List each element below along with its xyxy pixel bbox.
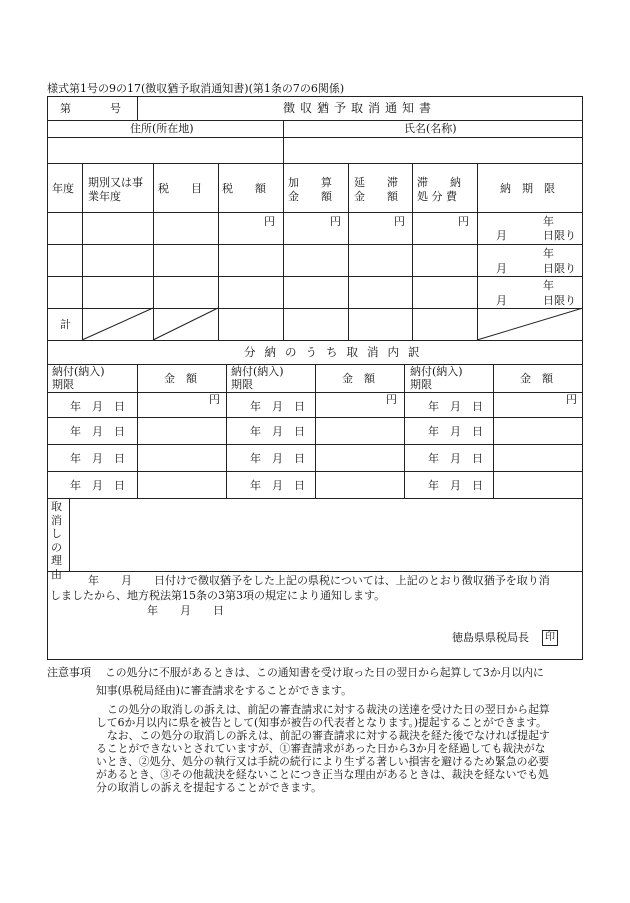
reason-field[interactable] [70,499,582,570]
notice-date: 年 月 日 [147,604,224,617]
col-deadline: 納 期 限 [500,182,555,195]
notes-label: 注意事項 [47,666,91,679]
total-label: 計 [60,318,71,331]
inst-date: 年 月 日 [70,452,125,465]
inst-date: 年 月 日 [70,479,125,492]
col-period-line2: 業年度 [88,190,121,203]
notes-p3-line1: なお、この処分の取消しの訴えは、前記の審査請求に対する裁決を経た後でなければ提起す [107,729,550,742]
issuer-name: 徳島県県税局長 [452,631,529,644]
col-addition-line2: 金 額 [288,190,332,203]
yen-unit: 円 [458,215,469,228]
deadline-day: 日限り [543,294,576,307]
deadline-month: 月 [496,229,507,242]
inst-col-date-line2: 期限 [52,378,74,391]
address-field[interactable] [48,138,283,162]
number-label: 第 [60,102,71,115]
inst-col-amount: 金 額 [164,372,197,385]
inst-col-amount: 金 額 [520,372,553,385]
notes-p2-line2: して6か月以内に県を被告として(知事が被告の代表者となります。)提起することができます。 [96,716,547,729]
inst-date: 年 月 日 [428,452,483,465]
document-title: 徴収猶予取消通知書 [283,101,437,115]
inst-date: 年 月 日 [428,425,483,438]
deadline-year: 年 [543,247,554,260]
inst-date: 年 月 日 [70,425,125,438]
reason-label: 取消しの理由 [51,500,62,581]
notice-line1: 年 月 日付けで徴収猶予をした上記の県税については、上記のとおり徴収猶予を取り消 [88,574,550,587]
name-label: 氏名(名称) [404,122,457,135]
notice-line2: しましたから、地方税法第15条の3第3項の規定により通知します。 [50,589,386,602]
col-addition-line1: 加 算 [288,176,332,189]
installment-title: 分納のうち取消内訳 [244,345,429,359]
col-tax-amount: 税 額 [222,182,266,195]
inst-col-date-line2: 期限 [231,378,253,391]
yen-unit: 円 [330,215,341,228]
deadline-day: 日限り [543,229,576,242]
deadline-day: 日限り [543,262,576,275]
col-delay-line2: 金 額 [354,190,398,203]
yen-unit: 円 [264,215,275,228]
inst-date: 年 月 日 [250,425,305,438]
col-tax-item: 税 目 [158,182,202,195]
notes-p3-line5: 分の取消しの訴えを提起することができます。 [96,781,322,794]
yen-unit: 円 [394,215,405,228]
notes-p3-line3: いとき、②処分、処分の執行又は手続の続行により生ずる著しい損害を避けるため緊急の必要 [96,755,550,768]
inst-col-date-line1: 納付(納入) [231,365,284,378]
inst-date: 年 月 日 [428,400,483,413]
inst-date: 年 月 日 [250,479,305,492]
form-label: 様式第1号の9の17(徴収猶予取消通知書)(第1条の7の6関係) [47,82,345,95]
inst-col-date-line1: 納付(納入) [410,365,463,378]
yen-unit: 円 [386,393,397,406]
deadline-year: 年 [543,215,554,228]
name-field[interactable] [284,138,582,162]
col-delay-line1: 延 滞 [354,176,398,189]
deadline-month: 月 [496,294,507,307]
col-period-line1: 期別又は事 [88,176,143,189]
notes-p1-line2: 知事(県税局経由)に審査請求をすることができます。 [96,684,352,697]
inst-col-date-line1: 納付(納入) [52,365,105,378]
inst-date: 年 月 日 [250,400,305,413]
address-label: 住所(所在地) [130,122,194,135]
notes-p2-line1: この処分の取消しの訴えは、前記の審査請求に対する裁決の送達を受けた日の翌日から起算 [107,703,550,716]
col-arrears-line1: 滞 納 [417,176,461,189]
yen-unit: 円 [209,393,220,406]
inst-date: 年 月 日 [428,479,483,492]
col-arrears-line2: 処 分 費 [417,190,457,203]
inst-col-date-line2: 期限 [410,378,432,391]
deadline-month: 月 [496,262,507,275]
notes-p3-line4: があるとき、③その他裁決を経ないことにつき正当な理由があるときは、裁決を経ないでも処 [96,768,549,781]
official-seal: 印 [542,630,558,646]
yen-unit: 円 [566,393,577,406]
notes-p3-line2: ることができないとされていますが、①審査請求があった日から3か月を経過しても裁決がな [96,742,546,755]
deadline-year: 年 [543,279,554,292]
number-suffix: 号 [110,102,121,115]
inst-date: 年 月 日 [250,452,305,465]
inst-col-amount: 金 額 [342,372,375,385]
notes-p1-line1: この処分に不服があるときは、この通知書を受け取った日の翌日から起算して3か月以内に [105,666,544,679]
inst-date: 年 月 日 [70,400,125,413]
col-year: 年度 [52,182,74,195]
